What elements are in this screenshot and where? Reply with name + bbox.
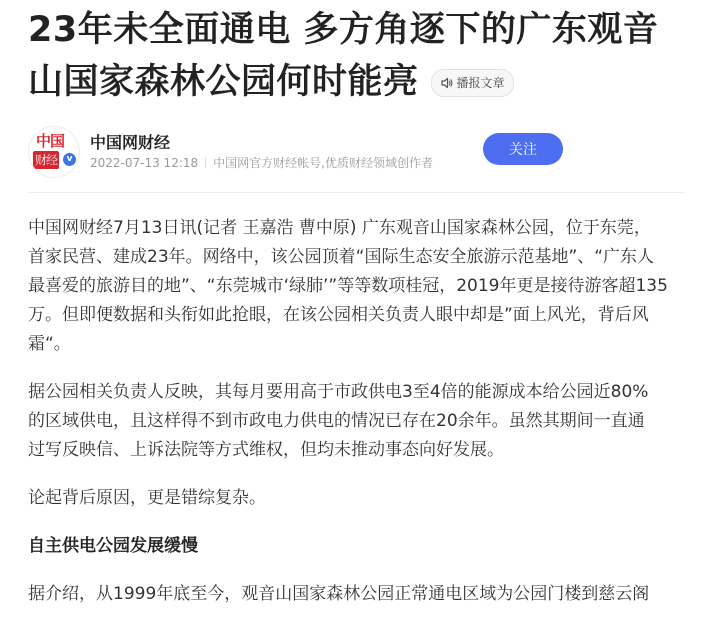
paragraph-1-line: 万。但即便数据和头衔如此抢眼，在该公园相关负责人眼中却是”面上风光，背后风 bbox=[28, 305, 649, 325]
article-title-line-2-row bbox=[28, 56, 688, 108]
paragraph-1-line: 霜“。 bbox=[28, 334, 71, 354]
paragraph-4 bbox=[28, 580, 688, 609]
verified-badge-icon: v bbox=[63, 153, 76, 166]
article-title bbox=[28, 4, 688, 108]
author-name[interactable]: 中国网财经 bbox=[90, 133, 171, 152]
publish-datetime: 2022-07-13 12:18 bbox=[90, 155, 199, 170]
play-article-audio-label: 播报文章 bbox=[456, 76, 505, 90]
paragraph-1-line: 首家民营、建成23年。网络中，该公园顶着“国际生态安全旅游示范基地”、“广东人 bbox=[28, 247, 655, 267]
meta-divider bbox=[205, 157, 206, 168]
author-meta bbox=[90, 154, 433, 171]
author-bar bbox=[28, 124, 688, 184]
play-article-audio-button[interactable] bbox=[431, 69, 514, 97]
article-body bbox=[28, 214, 688, 628]
paragraph-2-line: 的区域供电，且这样得不到市政电力供电的情况已存在20余年。虽然其期间一直通 bbox=[28, 411, 645, 431]
paragraph-1 bbox=[28, 214, 688, 359]
paragraph-3 bbox=[28, 484, 688, 513]
paragraph-1-line: 中国网财经7月13日讯(记者 王嘉浩 曹中原) 广东观音山国家森林公园，位于东莞， bbox=[28, 218, 651, 238]
speaker-icon bbox=[440, 76, 454, 90]
section-heading: 自主供电公园发展缓慢 bbox=[28, 536, 198, 556]
author-description: 中国网官方财经帐号,优质财经领域创作者 bbox=[213, 156, 433, 170]
paragraph-4-line: 据介绍，从1999年底至今，观音山国家森林公园正常通电区域为公园门楼到慈云阁 bbox=[28, 584, 650, 604]
paragraph-2-line: 过写反映信、上诉法院等方式维权，但均未推动事态向好发展。 bbox=[28, 440, 504, 460]
avatar-logo-text-bottom: 财经 bbox=[35, 153, 58, 167]
paragraph-1-line: 最喜爱的旅游目的地”、“东莞城市‘绿肺’”等等数项桂冠，2019年更是接待游客超135 bbox=[28, 276, 668, 296]
paragraph-3-line: 论起背后原因，更是错综复杂。 bbox=[28, 488, 266, 508]
header-divider bbox=[28, 192, 685, 193]
author-avatar[interactable] bbox=[28, 126, 80, 178]
article-title-line-1: 23年未全面通电 多方角逐下的广东观音 bbox=[28, 10, 659, 50]
avatar-logo-text-top: 中国 bbox=[36, 132, 65, 150]
article-title-line-2: 山国家森林公园何时能亮 bbox=[28, 62, 419, 102]
follow-button[interactable]: 关注 bbox=[483, 133, 563, 165]
paragraph-2-line: 据公园相关负责人反映，其每月要用高于市政供电3至4倍的能源成本给公园近80% bbox=[28, 382, 649, 402]
paragraph-2 bbox=[28, 378, 688, 465]
